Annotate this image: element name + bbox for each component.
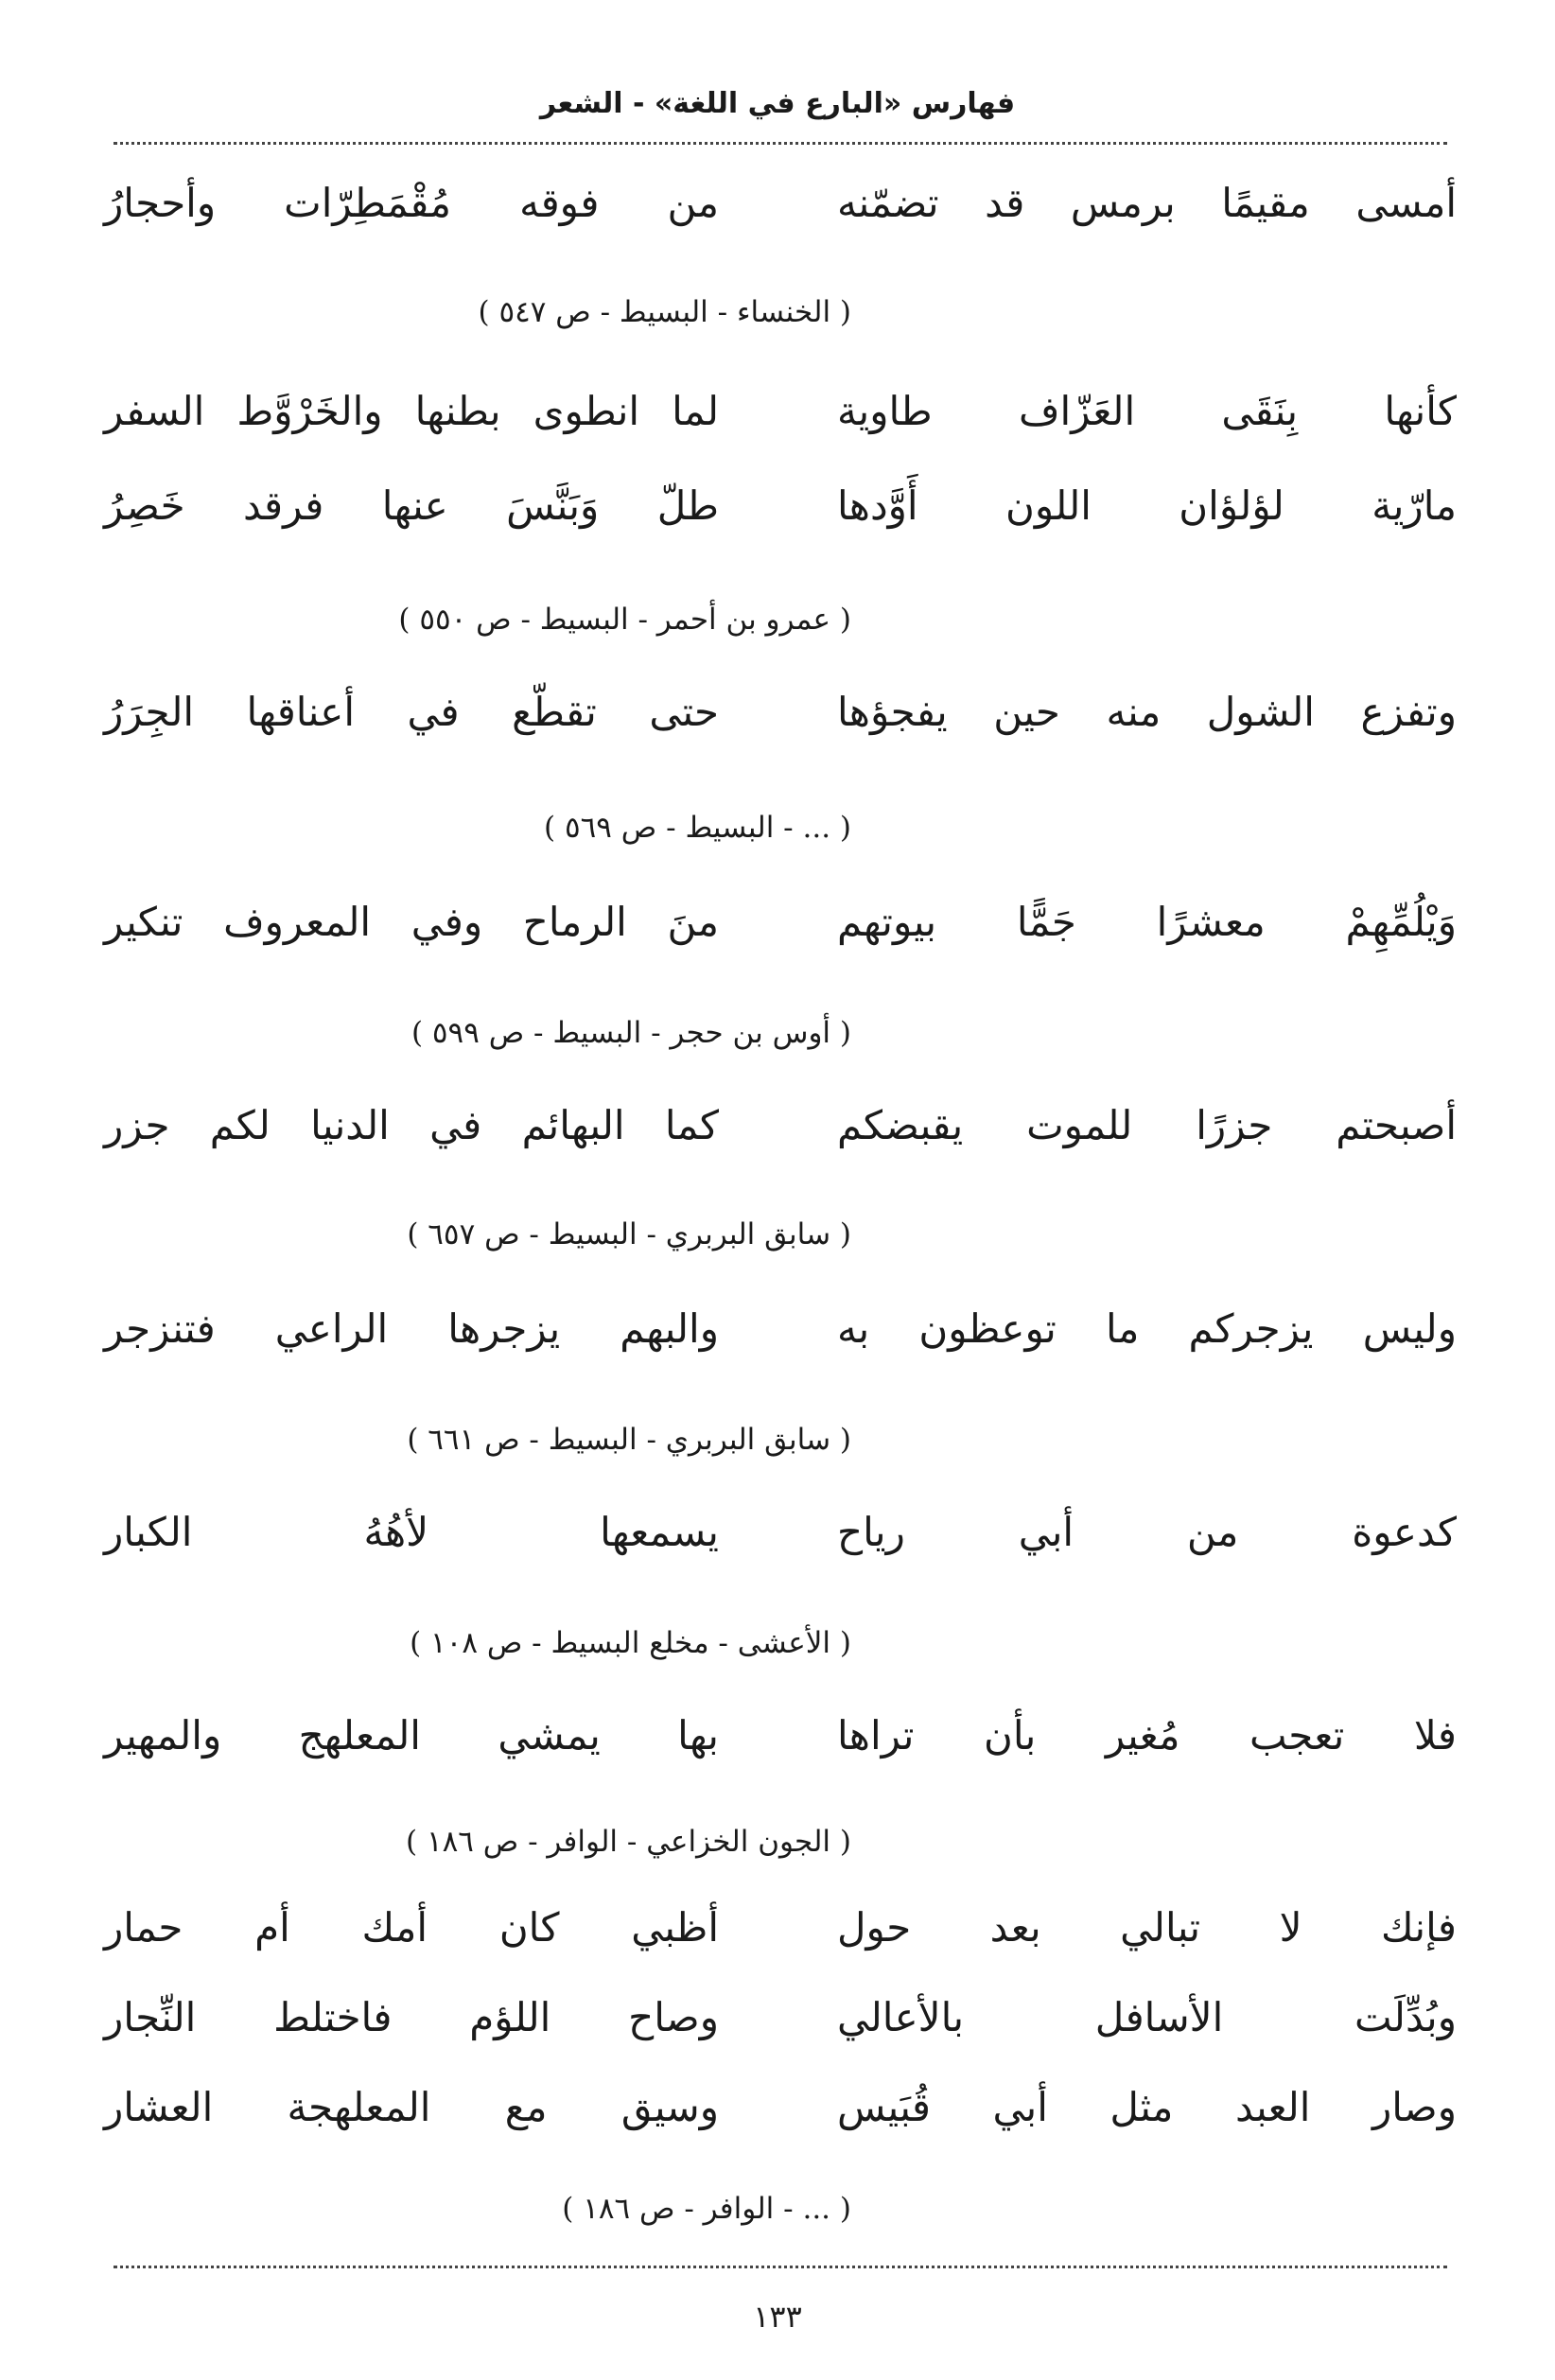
verse-first-hemistich: وصار العبد مثل أبي قُبَيس (837, 2084, 1457, 2130)
verse-first-hemistich: فإنك لا تبالي بعد حول (837, 1904, 1457, 1951)
verse-second-hemistich: منَ الرماح وفي المعروف تنكير (104, 899, 719, 945)
verse-line (104, 889, 1457, 955)
verse-first-hemistich: كدعوة من أبي رياح (837, 1509, 1457, 1555)
verse-line (104, 1703, 1457, 1769)
verse-first-hemistich: مارّية لؤلؤان اللون أَوَّدها (837, 482, 1457, 529)
verse-second-hemistich: بها يمشي المعلهج والمهير (104, 1712, 719, 1759)
verse-citation: ( سابق البربري - البسيط - ص ٦٥٧ ) (407, 1217, 851, 1251)
page-number: ١٣٣ (753, 2299, 802, 2335)
verse-line (104, 1499, 1457, 1566)
verse-line (104, 2074, 1457, 2141)
verse-second-hemistich: طلّ وَبَنَّسَ عنها فرقد خَصِرُ (104, 482, 719, 529)
verse-line (104, 378, 1457, 445)
verse-line (104, 170, 1457, 236)
verse-first-hemistich: كأنها بِنَقَى العَزّاف طاوية (837, 388, 1457, 434)
verse-second-hemistich: وصاح اللؤم فاختلط النِّجار (104, 1994, 719, 2040)
verse-citation: ( عمرو بن أحمر - البسيط - ص ٥٥٠ ) (398, 603, 851, 637)
verse-second-hemistich: كما البهائم في الدنيا لكم جزر (104, 1102, 719, 1148)
verse-first-hemistich: أصبحتم جزرًا للموت يقبضكم (837, 1102, 1457, 1148)
verse-line (104, 679, 1457, 745)
verse-first-hemistich: وبُدِّلَت الأسافل بالأعالي (837, 1994, 1457, 2040)
poetry-index-body (104, 0, 1457, 2380)
verse-second-hemistich: يسمعها لأهُهُ الكبار (104, 1509, 719, 1555)
verse-first-hemistich: وَيْلُمِّهِمْ معشرًا جَمًّا بيوتهم (837, 899, 1457, 945)
verse-first-hemistich: أمسى مقيمًا برمس قد تضمّنه (837, 180, 1457, 226)
verse-second-hemistich: لما انطوى بطنها والخَرْوَّط السفر (104, 388, 719, 434)
verse-citation: ( أوس بن حجر - البسيط - ص ٥٩٩ ) (411, 1016, 851, 1050)
verse-second-hemistich: وسيق مع المعلهجة العشار (104, 2084, 719, 2130)
verse-second-hemistich: حتى تقطّع في أعناقها الجِرَرُ (104, 689, 719, 735)
verse-second-hemistich: أظبي كان أمك أم حمار (104, 1904, 719, 1951)
verse-line (104, 1093, 1457, 1159)
verse-citation: ( سابق البربري - البسيط - ص ٦٦١ ) (407, 1423, 851, 1457)
verse-line (104, 1985, 1457, 2051)
footer-rule (114, 2266, 1447, 2268)
verse-citation: ( الأعشى - مخلع البسيط - ص ١٠٨ ) (410, 1626, 851, 1660)
verse-citation: ( الجون الخزاعي - الوافر - ص ١٨٦ ) (406, 1825, 851, 1859)
running-header: فهارس «البارع في اللغة» - الشعر (539, 87, 1016, 120)
verse-first-hemistich: وتفزع الشول منه حين يفجؤها (837, 689, 1457, 735)
verse-first-hemistich: فلا تعجب مُغير بأن تراها (837, 1712, 1457, 1759)
verse-citation: ( الخنساء - البسيط - ص ٥٤٧ ) (478, 295, 851, 329)
verse-first-hemistich: وليس يزجركم ما توعظون به (837, 1305, 1457, 1352)
verse-second-hemistich: من فوقه مُقْمَطِرّات وأحجارُ (104, 180, 719, 226)
verse-citation: ( ... - الوافر - ص ١٨٦ ) (562, 2192, 851, 2226)
verse-line (104, 473, 1457, 539)
verse-citation: ( ... - البسيط - ص ٥٦٩ ) (544, 811, 851, 845)
verse-second-hemistich: والبهم يزجرها الراعي فتنزجر (104, 1305, 719, 1352)
verse-line (104, 1296, 1457, 1362)
verse-line (104, 1895, 1457, 1961)
